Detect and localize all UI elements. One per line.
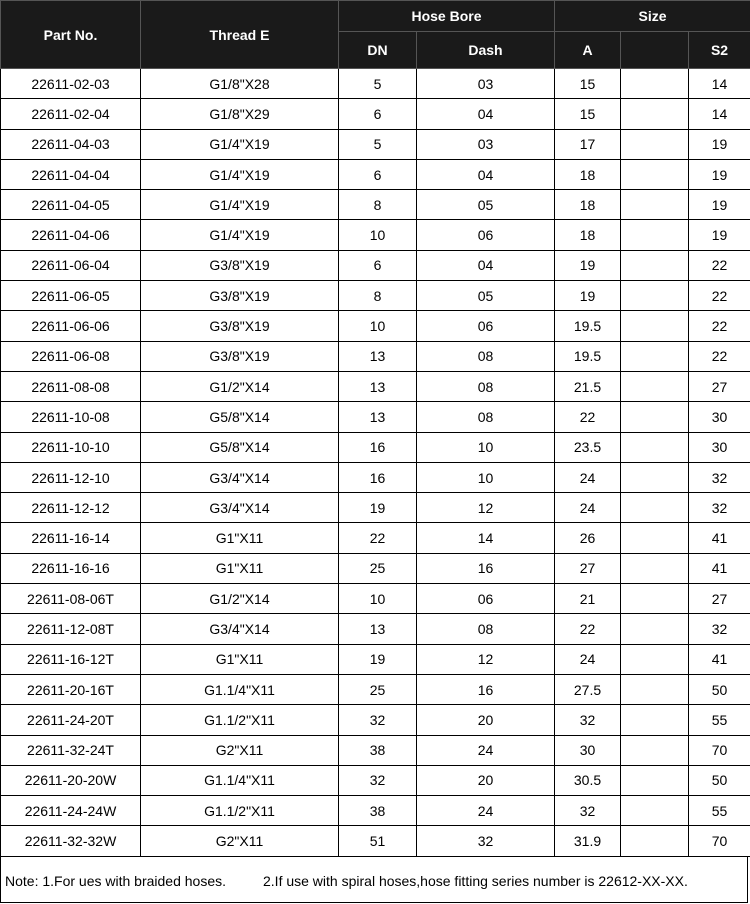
cell-part-no: 22611-16-16 (1, 553, 141, 583)
cell-part-no: 22611-06-06 (1, 311, 141, 341)
header-blank (621, 32, 689, 69)
cell-thread-e: G3/8"X19 (141, 341, 339, 371)
header-s2: S2 (689, 32, 750, 69)
cell-blank (621, 281, 689, 311)
cell-blank (621, 765, 689, 795)
cell-dash: 12 (417, 493, 555, 523)
cell-a: 15 (555, 69, 621, 99)
table-row (1, 826, 750, 856)
cell-dn: 16 (339, 462, 417, 492)
cell-dn: 5 (339, 69, 417, 99)
table-row (1, 462, 750, 492)
cell-thread-e: G1.1/2"X11 (141, 796, 339, 826)
cell-blank (621, 190, 689, 220)
table-row (1, 493, 750, 523)
cell-dn: 13 (339, 402, 417, 432)
cell-dash: 10 (417, 462, 555, 492)
cell-thread-e: G3/4"X14 (141, 462, 339, 492)
cell-dash: 05 (417, 281, 555, 311)
cell-blank (621, 826, 689, 856)
cell-s2: 22 (689, 250, 750, 280)
table-row (1, 705, 750, 735)
table-row (1, 553, 750, 583)
cell-thread-e: G3/8"X19 (141, 311, 339, 341)
table-row (1, 402, 750, 432)
footnote-part2: 2.If use with spiral hoses,hose fitting series number is 22612-XX-XX. (263, 873, 688, 889)
cell-blank (621, 432, 689, 462)
cell-dash: 06 (417, 584, 555, 614)
cell-dash: 06 (417, 220, 555, 250)
cell-part-no: 22611-04-04 (1, 159, 141, 189)
cell-a: 19.5 (555, 311, 621, 341)
table-row (1, 584, 750, 614)
cell-s2: 22 (689, 311, 750, 341)
cell-thread-e: G3/4"X14 (141, 493, 339, 523)
cell-part-no: 22611-04-03 (1, 129, 141, 159)
cell-s2: 19 (689, 220, 750, 250)
cell-thread-e: G1/4"X19 (141, 220, 339, 250)
cell-part-no: 22611-02-03 (1, 69, 141, 99)
cell-part-no: 22611-16-14 (1, 523, 141, 553)
cell-dash: 32 (417, 826, 555, 856)
cell-part-no: 22611-24-20T (1, 705, 141, 735)
cell-a: 21.5 (555, 371, 621, 401)
cell-dn: 13 (339, 371, 417, 401)
cell-a: 32 (555, 796, 621, 826)
cell-dn: 8 (339, 190, 417, 220)
cell-dash: 12 (417, 644, 555, 674)
table-row (1, 69, 750, 99)
cell-dn: 13 (339, 341, 417, 371)
cell-dash: 03 (417, 129, 555, 159)
table-row (1, 220, 750, 250)
cell-blank (621, 493, 689, 523)
cell-a: 24 (555, 462, 621, 492)
footnote (0, 857, 748, 903)
table-row (1, 311, 750, 341)
cell-a: 22 (555, 614, 621, 644)
cell-s2: 41 (689, 553, 750, 583)
cell-dn: 10 (339, 220, 417, 250)
cell-thread-e: G1/4"X19 (141, 190, 339, 220)
cell-a: 18 (555, 190, 621, 220)
table-row (1, 796, 750, 826)
cell-part-no: 22611-06-04 (1, 250, 141, 280)
cell-s2: 22 (689, 341, 750, 371)
cell-blank (621, 69, 689, 99)
cell-dash: 08 (417, 341, 555, 371)
cell-thread-e: G1"X11 (141, 553, 339, 583)
cell-dn: 10 (339, 584, 417, 614)
cell-s2: 27 (689, 371, 750, 401)
cell-dn: 25 (339, 674, 417, 704)
cell-blank (621, 735, 689, 765)
cell-dn: 22 (339, 523, 417, 553)
cell-blank (621, 220, 689, 250)
table-row (1, 99, 750, 129)
cell-blank (621, 553, 689, 583)
table-row (1, 765, 750, 795)
cell-a: 15 (555, 99, 621, 129)
cell-dn: 25 (339, 553, 417, 583)
cell-blank (621, 129, 689, 159)
cell-thread-e: G3/8"X19 (141, 281, 339, 311)
cell-thread-e: G1"X11 (141, 523, 339, 553)
cell-s2: 19 (689, 190, 750, 220)
table-row (1, 159, 750, 189)
cell-dn: 51 (339, 826, 417, 856)
table-row (1, 735, 750, 765)
cell-dn: 32 (339, 765, 417, 795)
table-row (1, 281, 750, 311)
cell-thread-e: G1/2"X14 (141, 584, 339, 614)
cell-blank (621, 159, 689, 189)
footnote-part1: Note: 1.For ues with braided hoses. (5, 873, 227, 889)
cell-s2: 32 (689, 614, 750, 644)
cell-a: 21 (555, 584, 621, 614)
cell-s2: 30 (689, 402, 750, 432)
cell-blank (621, 99, 689, 129)
cell-s2: 19 (689, 159, 750, 189)
table-row (1, 523, 750, 553)
cell-s2: 32 (689, 493, 750, 523)
cell-blank (621, 402, 689, 432)
cell-dn: 6 (339, 250, 417, 280)
cell-a: 19 (555, 250, 621, 280)
cell-thread-e: G2"X11 (141, 735, 339, 765)
cell-dn: 19 (339, 493, 417, 523)
cell-blank (621, 614, 689, 644)
cell-thread-e: G5/8"X14 (141, 432, 339, 462)
cell-s2: 41 (689, 523, 750, 553)
table-body (1, 69, 750, 857)
cell-part-no: 22611-32-24T (1, 735, 141, 765)
cell-part-no: 22611-32-32W (1, 826, 141, 856)
cell-thread-e: G1/4"X19 (141, 129, 339, 159)
cell-s2: 70 (689, 735, 750, 765)
cell-s2: 19 (689, 129, 750, 159)
cell-blank (621, 584, 689, 614)
cell-s2: 41 (689, 644, 750, 674)
header-part-no: Part No. (1, 1, 141, 69)
cell-s2: 27 (689, 584, 750, 614)
cell-part-no: 22611-24-24W (1, 796, 141, 826)
header-dash: Dash (417, 32, 555, 69)
cell-a: 30 (555, 735, 621, 765)
cell-part-no: 22611-08-08 (1, 371, 141, 401)
cell-s2: 70 (689, 826, 750, 856)
cell-a: 26 (555, 523, 621, 553)
table-row (1, 341, 750, 371)
cell-dn: 16 (339, 432, 417, 462)
cell-part-no: 22611-20-20W (1, 765, 141, 795)
header-a: A (555, 32, 621, 69)
table-row (1, 614, 750, 644)
cell-thread-e: G1/8"X28 (141, 69, 339, 99)
cell-thread-e: G1/8"X29 (141, 99, 339, 129)
cell-dn: 38 (339, 735, 417, 765)
header-size: Size (555, 1, 750, 32)
header-hose-bore: Hose Bore (339, 1, 555, 32)
cell-a: 23.5 (555, 432, 621, 462)
cell-a: 24 (555, 493, 621, 523)
cell-a: 19 (555, 281, 621, 311)
cell-a: 17 (555, 129, 621, 159)
cell-thread-e: G3/4"X14 (141, 614, 339, 644)
table-row (1, 432, 750, 462)
cell-thread-e: G1.1/4"X11 (141, 765, 339, 795)
cell-thread-e: G2"X11 (141, 826, 339, 856)
cell-s2: 14 (689, 69, 750, 99)
cell-dash: 16 (417, 674, 555, 704)
cell-blank (621, 523, 689, 553)
cell-dash: 24 (417, 796, 555, 826)
cell-thread-e: G1"X11 (141, 644, 339, 674)
table-row (1, 674, 750, 704)
cell-s2: 14 (689, 99, 750, 129)
cell-s2: 55 (689, 796, 750, 826)
cell-part-no: 22611-06-08 (1, 341, 141, 371)
cell-dash: 08 (417, 371, 555, 401)
cell-part-no: 22611-06-05 (1, 281, 141, 311)
cell-thread-e: G3/8"X19 (141, 250, 339, 280)
cell-part-no: 22611-12-08T (1, 614, 141, 644)
cell-part-no: 22611-12-10 (1, 462, 141, 492)
cell-a: 18 (555, 220, 621, 250)
cell-blank (621, 341, 689, 371)
cell-part-no: 22611-02-04 (1, 99, 141, 129)
cell-blank (621, 371, 689, 401)
table-row (1, 371, 750, 401)
cell-thread-e: G5/8"X14 (141, 402, 339, 432)
cell-blank (621, 644, 689, 674)
cell-thread-e: G1/4"X19 (141, 159, 339, 189)
cell-dash: 10 (417, 432, 555, 462)
cell-blank (621, 462, 689, 492)
cell-blank (621, 796, 689, 826)
cell-blank (621, 674, 689, 704)
cell-dn: 8 (339, 281, 417, 311)
cell-dn: 19 (339, 644, 417, 674)
cell-a: 27 (555, 553, 621, 583)
cell-dash: 04 (417, 250, 555, 280)
cell-dash: 06 (417, 311, 555, 341)
cell-dn: 13 (339, 614, 417, 644)
cell-dash: 08 (417, 402, 555, 432)
cell-dash: 14 (417, 523, 555, 553)
table-row (1, 129, 750, 159)
cell-dn: 38 (339, 796, 417, 826)
table-row (1, 190, 750, 220)
cell-dash: 04 (417, 159, 555, 189)
cell-a: 30.5 (555, 765, 621, 795)
cell-dn: 6 (339, 159, 417, 189)
cell-dn: 10 (339, 311, 417, 341)
cell-dn: 5 (339, 129, 417, 159)
cell-s2: 55 (689, 705, 750, 735)
cell-part-no: 22611-04-06 (1, 220, 141, 250)
cell-part-no: 22611-16-12T (1, 644, 141, 674)
cell-s2: 22 (689, 281, 750, 311)
cell-dash: 04 (417, 99, 555, 129)
cell-thread-e: G1.1/2"X11 (141, 705, 339, 735)
cell-dash: 08 (417, 614, 555, 644)
cell-dn: 32 (339, 705, 417, 735)
cell-dash: 20 (417, 705, 555, 735)
cell-s2: 30 (689, 432, 750, 462)
cell-a: 22 (555, 402, 621, 432)
cell-dash: 20 (417, 765, 555, 795)
cell-part-no: 22611-10-10 (1, 432, 141, 462)
cell-part-no: 22611-08-06T (1, 584, 141, 614)
cell-dash: 03 (417, 69, 555, 99)
cell-s2: 50 (689, 674, 750, 704)
cell-s2: 32 (689, 462, 750, 492)
cell-dash: 05 (417, 190, 555, 220)
cell-a: 24 (555, 644, 621, 674)
cell-s2: 50 (689, 765, 750, 795)
cell-a: 18 (555, 159, 621, 189)
cell-part-no: 22611-20-16T (1, 674, 141, 704)
cell-a: 32 (555, 705, 621, 735)
cell-thread-e: G1.1/4"X11 (141, 674, 339, 704)
cell-dn: 6 (339, 99, 417, 129)
header-thread-e: Thread E (141, 1, 339, 69)
cell-part-no: 22611-12-12 (1, 493, 141, 523)
cell-part-no: 22611-04-05 (1, 190, 141, 220)
cell-blank (621, 311, 689, 341)
table-row (1, 644, 750, 674)
table-row (1, 250, 750, 280)
cell-part-no: 22611-10-08 (1, 402, 141, 432)
cell-thread-e: G1/2"X14 (141, 371, 339, 401)
header-dn: DN (339, 32, 417, 69)
cell-dash: 16 (417, 553, 555, 583)
cell-dash: 24 (417, 735, 555, 765)
cell-a: 31.9 (555, 826, 621, 856)
cell-a: 27.5 (555, 674, 621, 704)
cell-blank (621, 250, 689, 280)
cell-a: 19.5 (555, 341, 621, 371)
cell-blank (621, 705, 689, 735)
